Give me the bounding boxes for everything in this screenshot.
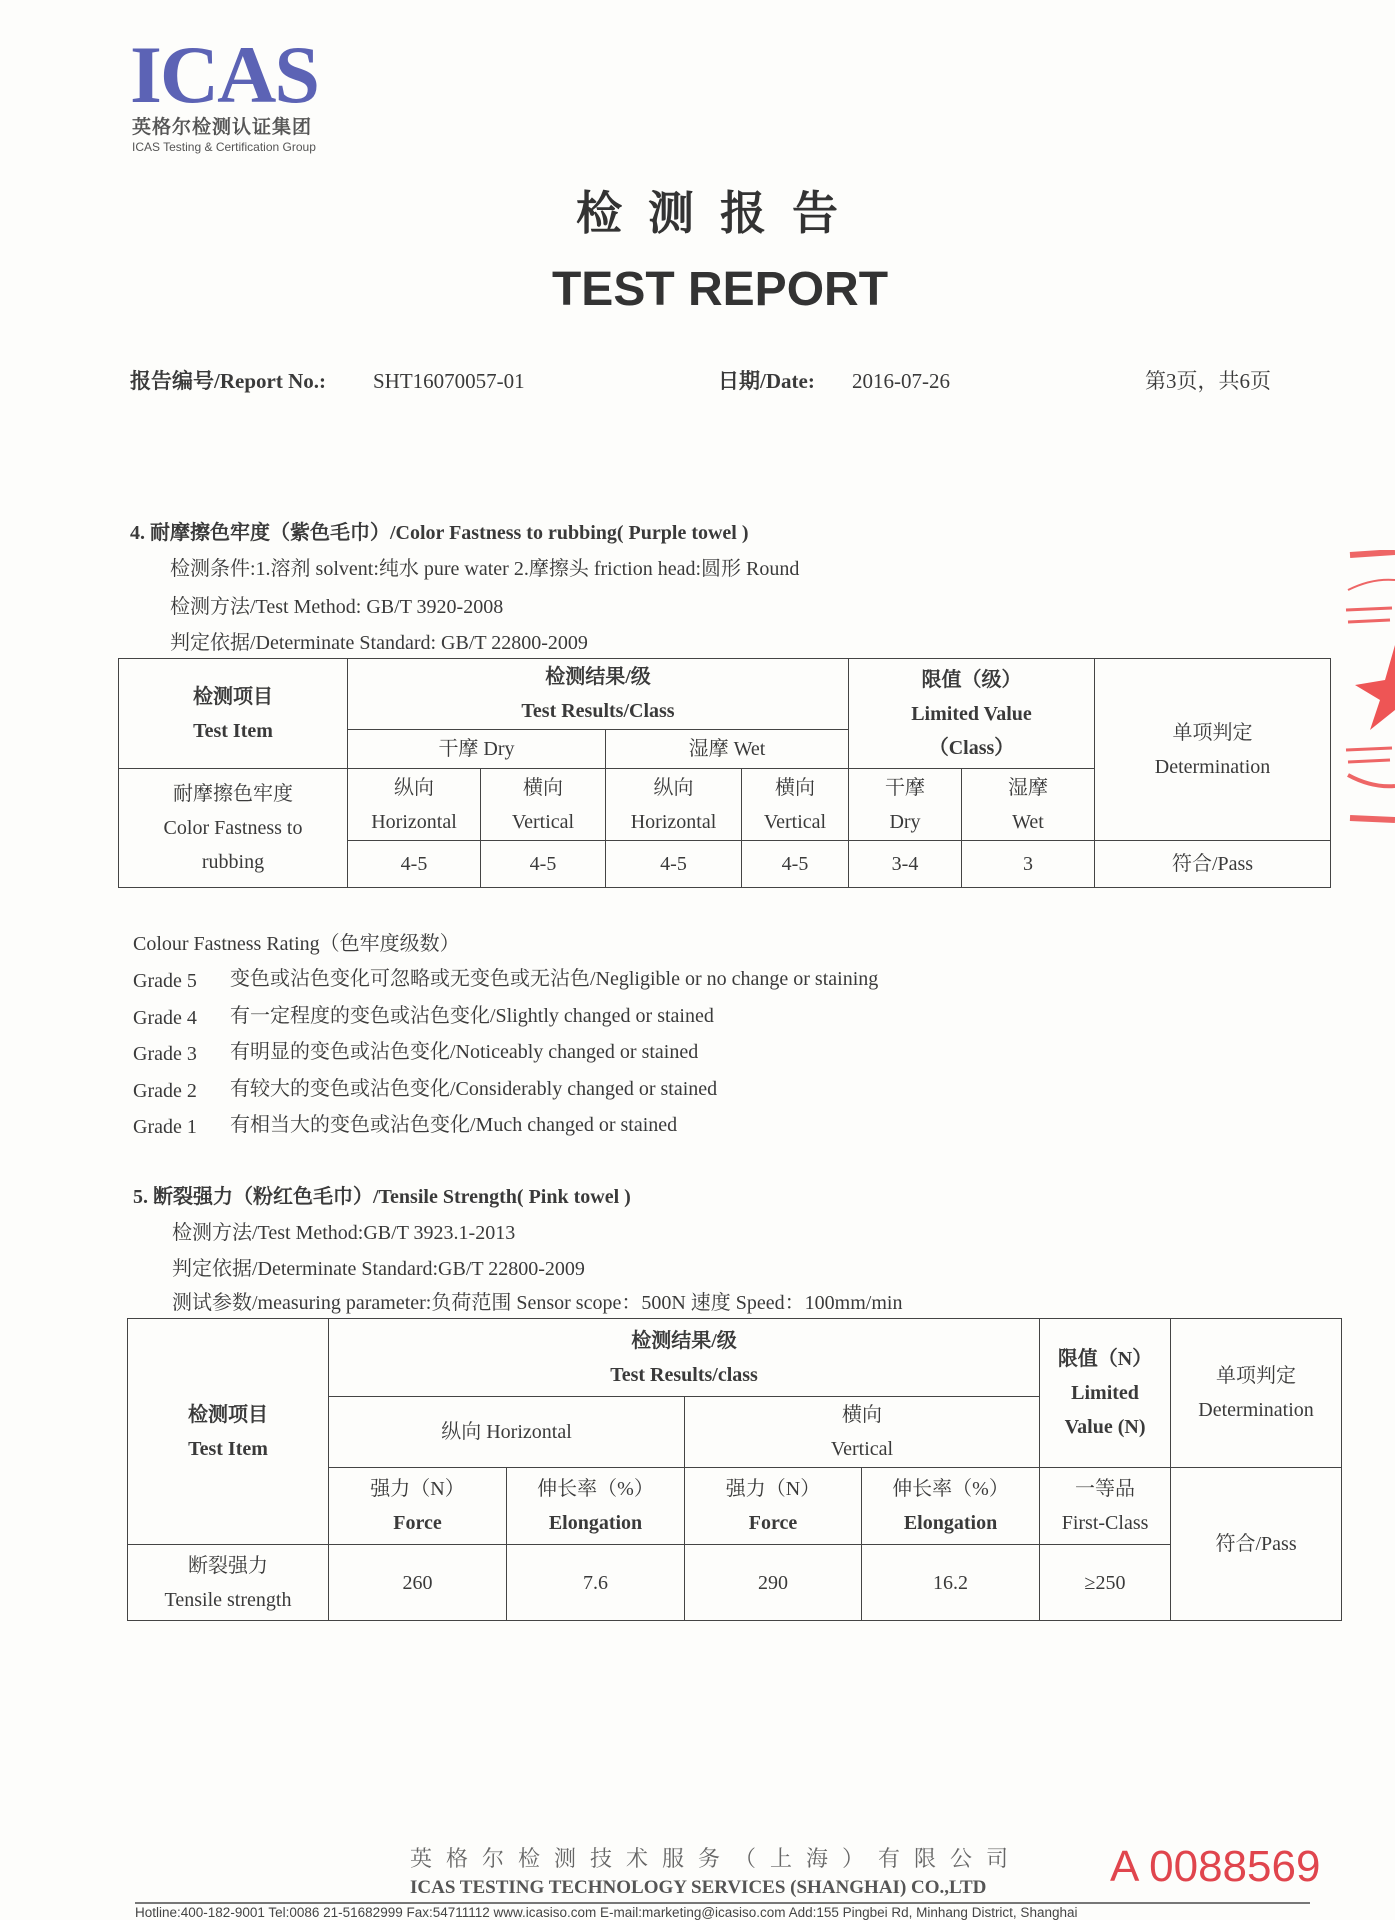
header-test-results: 检测结果/级 Test Results/class [329,1319,1040,1397]
grade-label: Grade 4 [133,1007,197,1029]
section5-heading: 5. 断裂强力（粉红色毛巾）/Tensile Strength( Pink towel ) [133,1186,631,1208]
grade-label: Grade 2 [133,1080,197,1102]
determination-cell: 符合/Pass [1171,1468,1342,1621]
logo-en-text: ICAS Testing & Certification Group [132,140,316,154]
sub-header: 横向 Vertical [481,769,606,841]
grade-label: Grade 1 [133,1116,197,1138]
grade-desc: 有明显的变色或沾色变化/Noticeably changed or stained [230,1041,699,1063]
rubbing-table [118,658,1331,888]
section4-conditions: 检测条件:1.溶剂 solvent:纯水 pure water 2.摩擦头 friction head:圆形 Round [170,558,800,580]
row-item: 断裂强力 Tensile strength [128,1545,329,1621]
company-stamp [1332,550,1395,840]
value-cell: 4-5 [742,841,849,888]
sub-header: 伸长率（%） Elongation [862,1468,1040,1545]
header-dry: 干摩 Dry [348,730,606,769]
title-cn: 检测报告 [576,186,864,240]
value-cell: 4-5 [606,841,742,888]
sub-header: 横向 Vertical [742,769,849,841]
footer-company-en: ICAS TESTING TECHNOLOGY SERVICES (SHANGHAI) CO.,LTD [410,1877,987,1898]
value-cell: 260 [329,1545,507,1621]
sub-header: 一等品 First-Class [1040,1468,1171,1545]
header-determination: 单项判定 Determination [1171,1319,1342,1468]
section4-standard: 判定依据/Determinate Standard: GB/T 22800-2009 [170,632,588,654]
header-determination: 单项判定 Determination [1095,659,1331,841]
sub-header: 纵向 Horizontal [348,769,481,841]
header-vertical: 横向 Vertical [685,1397,1040,1468]
grade-desc: 有相当大的变色或沾色变化/Much changed or stained [230,1114,678,1136]
sub-header: 干摩 Dry [849,769,962,841]
header-test-item: 检测项目 Test Item [128,1319,329,1545]
value-cell: 7.6 [507,1545,685,1621]
header-test-item: 检测项目 Test Item [119,659,348,769]
report-no: SHT16070057-01 [373,369,525,393]
sub-header: 强力（N） Force [685,1468,862,1545]
rating-heading: Colour Fastness Rating（色牢度级数） [133,933,460,955]
header-wet: 湿摩 Wet [606,730,849,769]
value-cell: 290 [685,1545,862,1621]
header-limited-value: 限值（级） Limited Value （Class） [849,659,1095,769]
sub-header: 纵向 Horizontal [606,769,742,841]
serial-number: A 0088569 [1110,1842,1321,1891]
grade-desc: 变色或沾色变化可忽略或无变色或无沾色/Negligible or no change or staining [230,968,879,990]
footer-company-cn: 英格尔检测技术服务（上海）有限公司 [410,1847,1023,1872]
determination-cell: 符合/Pass [1095,841,1331,888]
logo: ICAS [130,29,318,120]
value-cell: ≥250 [1040,1545,1171,1621]
sub-header: 湿摩 Wet [962,769,1095,841]
header-test-results: 检测结果/级 Test Results/Class [348,659,849,730]
section5-parameter: 测试参数/measuring parameter:负荷范围 Sensor scope：500N 速度 Speed：100mm/min [172,1292,903,1314]
grade-label: Grade 5 [133,970,197,992]
header-horizontal: 纵向 Horizontal [329,1397,685,1468]
page-number: 第3页，共6页 [1145,369,1271,393]
grade-label: Grade 3 [133,1043,197,1065]
value-cell: 3-4 [849,841,962,888]
footer-contact: Hotline:400-182-9001 Tel:0086 21-51682999 Fax:54711112 www.icasiso.com E-mail:marketing@icasiso.com Add:155 Pingbei Rd, Minhang District, Shanghai [135,1905,1078,1920]
sub-header: 伸长率（%） Elongation [507,1468,685,1545]
logo-cn-text: 英格尔检测认证集团 [132,116,313,138]
value-cell: 3 [962,841,1095,888]
section5-method: 检测方法/Test Method:GB/T 3923.1-2013 [172,1222,516,1244]
date: 2016-07-26 [852,369,950,393]
report-no-label: 报告编号/Report No.: [130,369,326,393]
section4-heading: 4. 耐摩擦色牢度（紫色毛巾）/Color Fastness to rubbing( Purple towel ) [130,522,749,544]
section4-method: 检测方法/Test Method: GB/T 3920-2008 [170,596,504,618]
section5-standard: 判定依据/Determinate Standard:GB/T 22800-2009 [172,1258,585,1280]
footer-divider [135,1902,1310,1904]
header-limited-value: 限值（N） Limited Value (N) [1040,1319,1171,1468]
date-label: 日期/Date: [718,369,815,393]
row-item: 耐摩擦色牢度 Color Fastness to rubbing [119,769,348,888]
title-en: TEST REPORT [551,263,889,316]
grade-desc: 有一定程度的变色或沾色变化/Slightly changed or stained [230,1005,714,1027]
sub-header: 强力（N） Force [329,1468,507,1545]
value-cell: 4-5 [348,841,481,888]
grade-desc: 有较大的变色或沾色变化/Considerably changed or stained [230,1078,718,1100]
value-cell: 16.2 [862,1545,1040,1621]
tensile-table [127,1318,1342,1621]
value-cell: 4-5 [481,841,606,888]
